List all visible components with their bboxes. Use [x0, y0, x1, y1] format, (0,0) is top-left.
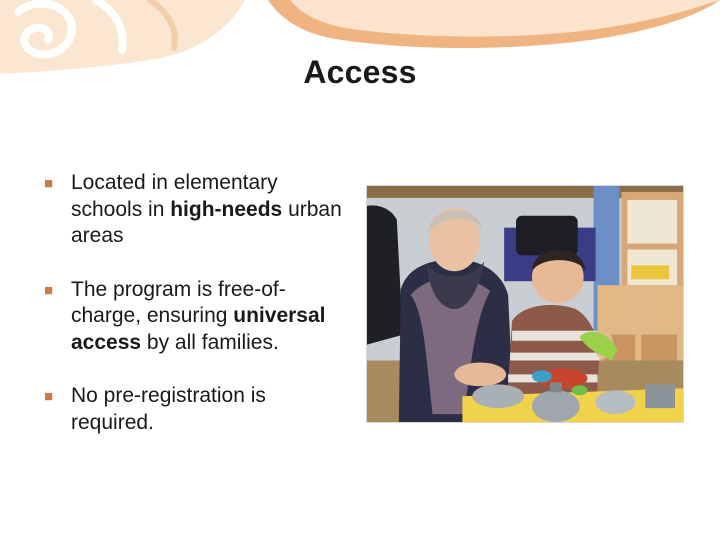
- bullet-emphasis: universal access: [71, 304, 326, 354]
- slide-title: Access: [303, 54, 417, 90]
- bullet-list: [44, 170, 344, 436]
- square-bullet-icon: ■: [44, 388, 54, 405]
- bullet-text: [71, 278, 326, 354]
- classroom-photo: [366, 185, 684, 423]
- square-bullet-icon: ■: [44, 281, 54, 299]
- header-swirl-stroke-3: [150, 0, 175, 48]
- bullet-text: [71, 384, 266, 434]
- header-sweep-dark: [268, 0, 720, 48]
- bullet-item-location: [44, 170, 344, 250]
- square-bullet-icon: ■: [44, 175, 54, 192]
- bullet-text: [71, 171, 342, 247]
- bullet-text-part: The program is free-of-charge, ensuring: [71, 277, 286, 327]
- classroom-photo-illustration: [367, 186, 683, 422]
- bullet-text-part: Located in elementary schools in: [71, 171, 278, 221]
- bullet-text-part: urban areas: [71, 197, 342, 247]
- bullet-item-registration: [44, 383, 344, 436]
- bullet-text-part: No pre-registration is required.: [71, 384, 266, 434]
- header-sweep-light: [290, 0, 720, 37]
- bullet-text-part: by all families.: [141, 330, 279, 354]
- header-swirl-stroke-1: [18, 4, 72, 55]
- bullet-item-cost: [44, 277, 344, 357]
- bullet-emphasis: high-needs: [170, 197, 283, 221]
- header-swirl-stroke-2: [96, 0, 123, 50]
